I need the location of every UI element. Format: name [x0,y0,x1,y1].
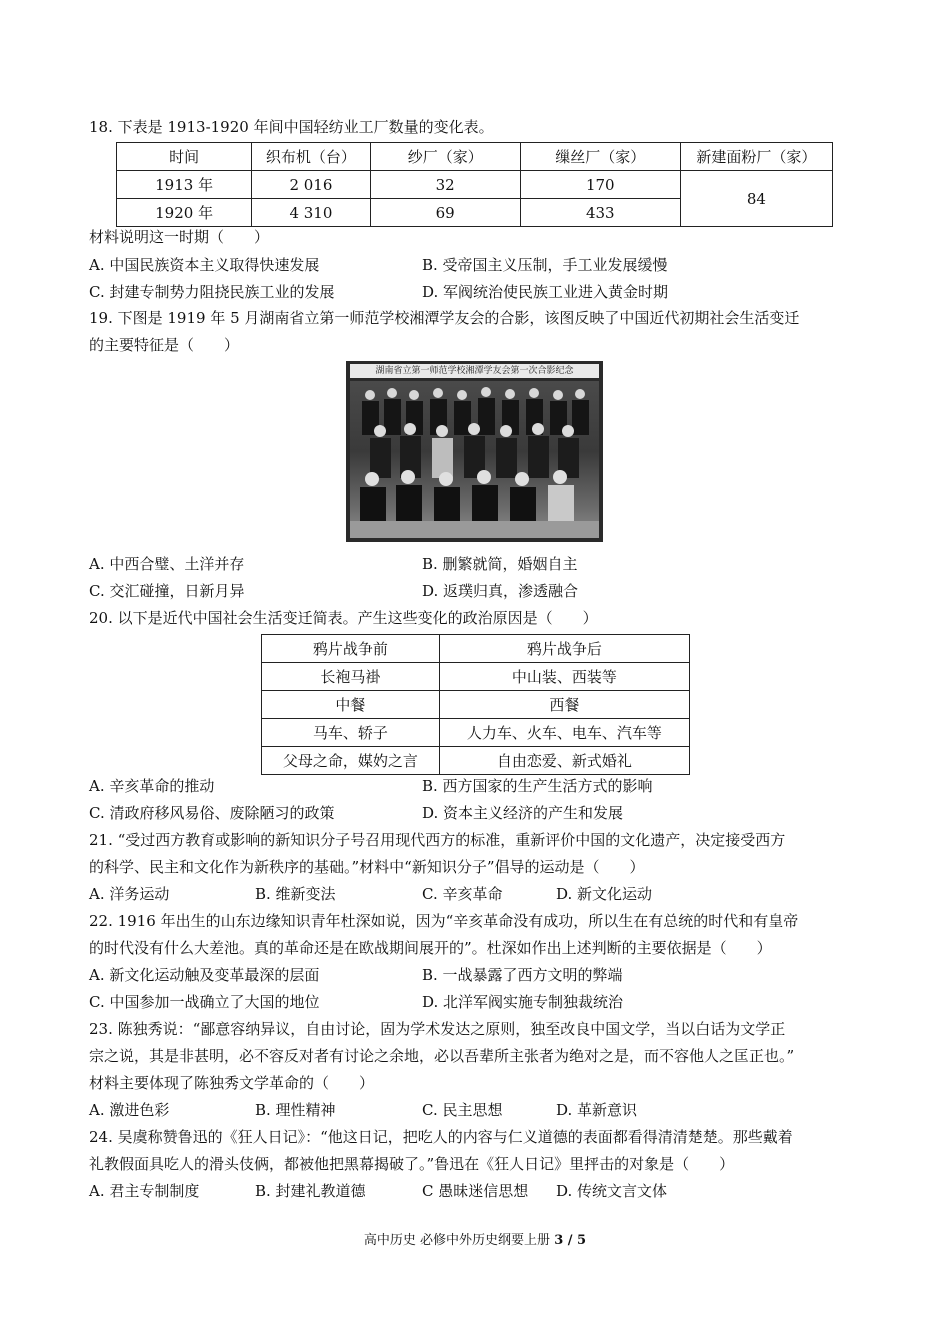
q18-stem: 18. 下表是 1913-1920 年间中国轻纺业工厂数量的变化表。 [89,118,494,136]
q18-cell-silk: 433 [520,199,680,227]
q18-option-c[interactable]: C. 封建专制势力阻挠民族工业的发展 [89,283,335,301]
q20-cell-before: 长袍马褂 [262,663,440,691]
q18-header-flour-mills: 新建面粉厂（家） [680,143,832,171]
table-row [262,719,690,747]
q18-cell-looms: 4 310 [252,199,370,227]
q18-header-yarn-mills: 纱厂（家） [370,143,520,171]
q22-stem-line2: 的时代没有什么大差池。真的革命还是在欧战期间展开的”。杜深如作出上述判断的主要依据是（ ） [89,939,772,957]
q20-header-before: 鸦片战争前 [262,635,440,663]
q24-option-a[interactable]: A. 君主专制制度 [89,1182,200,1200]
q21-option-d[interactable]: D. 新文化运动 [556,885,653,903]
q18-cell-silk: 170 [520,171,680,199]
q22-option-a[interactable]: A. 新文化运动触及变革最深的层面 [89,966,320,984]
q19-option-b[interactable]: B. 删繁就简，婚姻自主 [422,555,578,573]
q19-option-a[interactable]: A. 中西合璧、土洋并存 [89,555,245,573]
q24-option-d[interactable]: D. 传统文言文体 [556,1182,668,1200]
middle-row-bodies [370,436,579,478]
q23-stem-line3: 材料主要体现了陈独秀文学革命的（ ） [89,1074,375,1092]
q18-cell-yarn: 32 [370,171,520,199]
q20-table-header-row [262,635,690,663]
middle-row-faces [374,423,574,437]
q21-stem-line1: 21. “受过西方教育或影响的新知识分子号召用现代西方的标准，重新评价中国的文化遗产，决定接受西方 [89,831,786,849]
photo-caption-banner: 湖南省立第一师范学校湘潭学友会第一次合影纪念 [350,364,599,378]
q20-cell-before: 马车、轿子 [262,719,440,747]
q18-cell-yarn: 69 [370,199,520,227]
table-row [262,663,690,691]
q21-option-c[interactable]: C. 辛亥革命 [422,885,503,903]
q21-option-b[interactable]: B. 维新变法 [255,885,336,903]
q20-option-c[interactable]: C. 清政府移风易俗、废除陋习的政策 [89,804,335,822]
q22-option-b[interactable]: B. 一战暴露了西方文明的弊端 [422,966,623,984]
q18-option-d[interactable]: D. 军阀统治使民族工业进入黄金时期 [422,283,669,301]
q20-cell-after: 人力车、火车、电车、汽车等 [439,719,689,747]
table-row [262,747,690,775]
q20-cell-before: 父母之命，媒妁之言 [262,747,440,775]
q20-header-after: 鸦片战争后 [439,635,689,663]
q20-cell-after: 西餐 [439,691,689,719]
q22-option-c[interactable]: C. 中国参加一战确立了大国的地位 [89,993,320,1011]
page-footer [0,1229,950,1248]
q20-stem: 20. 以下是近代中国社会生活变迁简表。产生这些变化的政治原因是（ ） [89,609,598,627]
q23-option-a[interactable]: A. 激进色彩 [89,1101,170,1119]
q19-option-c[interactable]: C. 交汇碰撞，日新月异 [89,582,245,600]
q19-stem-line2: 的主要特征是（ ） [89,336,240,354]
q23-stem-line1: 23. 陈独秀说：“鄙意容纳异议，自由讨论，固为学术发达之原则，独至改良中国文学，当以白话为文学正 [89,1020,786,1038]
q20-option-a[interactable]: A. 辛亥革命的推动 [89,777,215,795]
q20-cell-before: 中餐 [262,691,440,719]
q22-option-d[interactable]: D. 北洋军阀实施专制独裁统治 [422,993,624,1011]
front-row-bodies [360,485,574,521]
q18-cell-year: 1913 年 [117,171,252,199]
q24-option-c[interactable]: C 愚昧迷信思想 [422,1182,529,1200]
q24-stem-line2: 礼教假面具吃人的滑头伎俩，都被他把黑幕揭破了。”鲁迅在《狂人日记》里抨击的对象是（ ） [89,1155,735,1173]
table-row [117,171,833,199]
q21-option-a[interactable]: A. 洋务运动 [89,885,170,903]
q18-header-silk-mills: 缫丝厂（家） [520,143,680,171]
q23-option-c[interactable]: C. 民主思想 [422,1101,503,1119]
q24-option-b[interactable]: B. 封建礼教道德 [255,1182,366,1200]
q20-cell-after: 自由恋爱、新式婚礼 [439,747,689,775]
light-dress-figure [432,438,453,478]
q20-option-d[interactable]: D. 资本主义经济的产生和发展 [422,804,624,822]
q19-option-d[interactable]: D. 返璞归真，渗透融合 [422,582,579,600]
group-photo-figures [350,381,599,538]
group-photo [346,361,603,542]
ground [350,521,599,538]
q18-prompt: 材料说明这一时期（ ） [89,228,270,246]
q22-stem-line1: 22. 1916 年出生的山东边缘知识青年杜深如说，因为“辛亥革命没有成功，所以生在有总统的时代和有皇帝 [89,912,799,930]
q23-option-b[interactable]: B. 理性精神 [255,1101,336,1119]
q18-cell-year: 1920 年 [117,199,252,227]
q18-header-time: 时间 [117,143,252,171]
q20-cell-after: 中山装、西装等 [439,663,689,691]
q23-stem-line2: 宗之说，其是非甚明，必不容反对者有讨论之余地，必以吾辈所主张者为绝对之是，而不容他人之匡正也。” [89,1047,795,1065]
q18-cell-flour-merged: 84 [680,171,832,227]
q24-stem-line1: 24. 吴虞称赞鲁迅的《狂人日记》：“他这日记，把吃人的内容与仁义道德的表面都看得清清楚楚。那些戴着 [89,1128,793,1146]
q21-stem-line2: 的科学、民主和文化作为新秩序的基础。”材料中“新知识分子”倡导的运动是（ ） [89,858,645,876]
q18-table-header-row [117,143,833,171]
q18-table [116,142,833,227]
q20-option-b[interactable]: B. 西方国家的生产生活方式的影响 [422,777,653,795]
q19-stem-line1: 19. 下图是 1919 年 5 月湖南省立第一师范学校湘潭学友会的合影，该图反映了中国近代初期社会生活变迁 [89,309,800,327]
photo-scene [350,381,599,538]
q18-option-a[interactable]: A. 中国民族资本主义取得快速发展 [89,256,320,274]
page-number: 3 / 5 [554,1233,587,1248]
q20-table [261,634,690,775]
q23-option-d[interactable]: D. 革新意识 [556,1101,638,1119]
q18-cell-looms: 2 016 [252,171,370,199]
light-robe-figure [548,485,574,521]
q18-header-looms: 织布机（台） [252,143,370,171]
table-row [262,691,690,719]
footer-text: 高中历史 必修中外历史纲要上册 [363,1233,555,1248]
q18-option-b[interactable]: B. 受帝国主义压制，手工业发展缓慢 [422,256,668,274]
back-row-faces [365,387,585,400]
